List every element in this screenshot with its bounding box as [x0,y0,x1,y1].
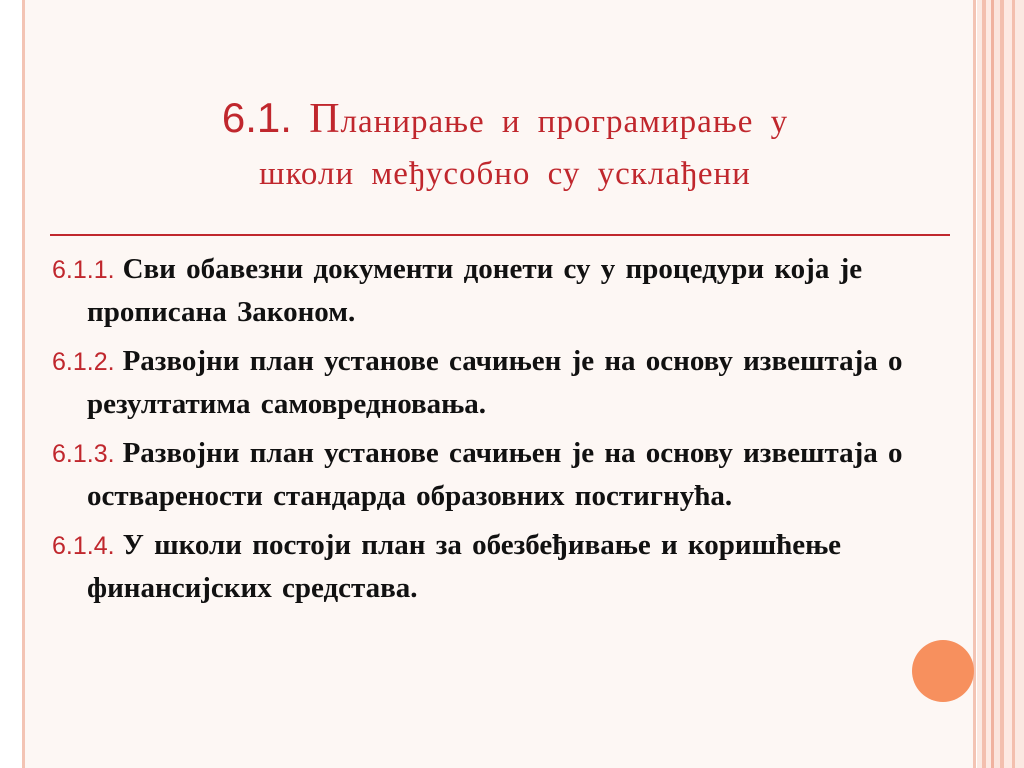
criteria-list [52,248,952,616]
list-item [52,524,952,609]
slide-title [60,92,950,200]
title-line-1: ланирање и програмирање у [340,104,789,140]
title-divider [50,234,950,236]
item-text: Развојни план установе сачињен је на основу извештаја о резултатима самовредновања. [87,345,903,420]
item-text: Развојни план установе сачињен је на основу извештаја о остварености стандарда образовних постигнућа. [87,437,903,512]
item-number: 6.1.4. [52,532,115,560]
title-first-letter: П [309,96,341,142]
item-number: 6.1.3. [52,440,115,468]
item-number: 6.1.2. [52,348,115,376]
item-text: Сви обавезни документи донети су у процедури која је прописана Законом. [87,253,863,328]
decorative-circle-icon [912,640,974,702]
list-item [52,432,952,517]
item-number: 6.1.1. [52,256,115,284]
decorative-stripe [1015,0,1024,768]
title-line-2: школи међусобно су усклађени [259,156,751,192]
title-number: 6.1. [221,94,292,141]
list-item [52,248,952,333]
decorative-stripe [1004,0,1012,768]
item-text: У школи постоји план за обезбеђивање и коришћење финансијских средстава. [87,529,842,604]
list-item [52,340,952,425]
